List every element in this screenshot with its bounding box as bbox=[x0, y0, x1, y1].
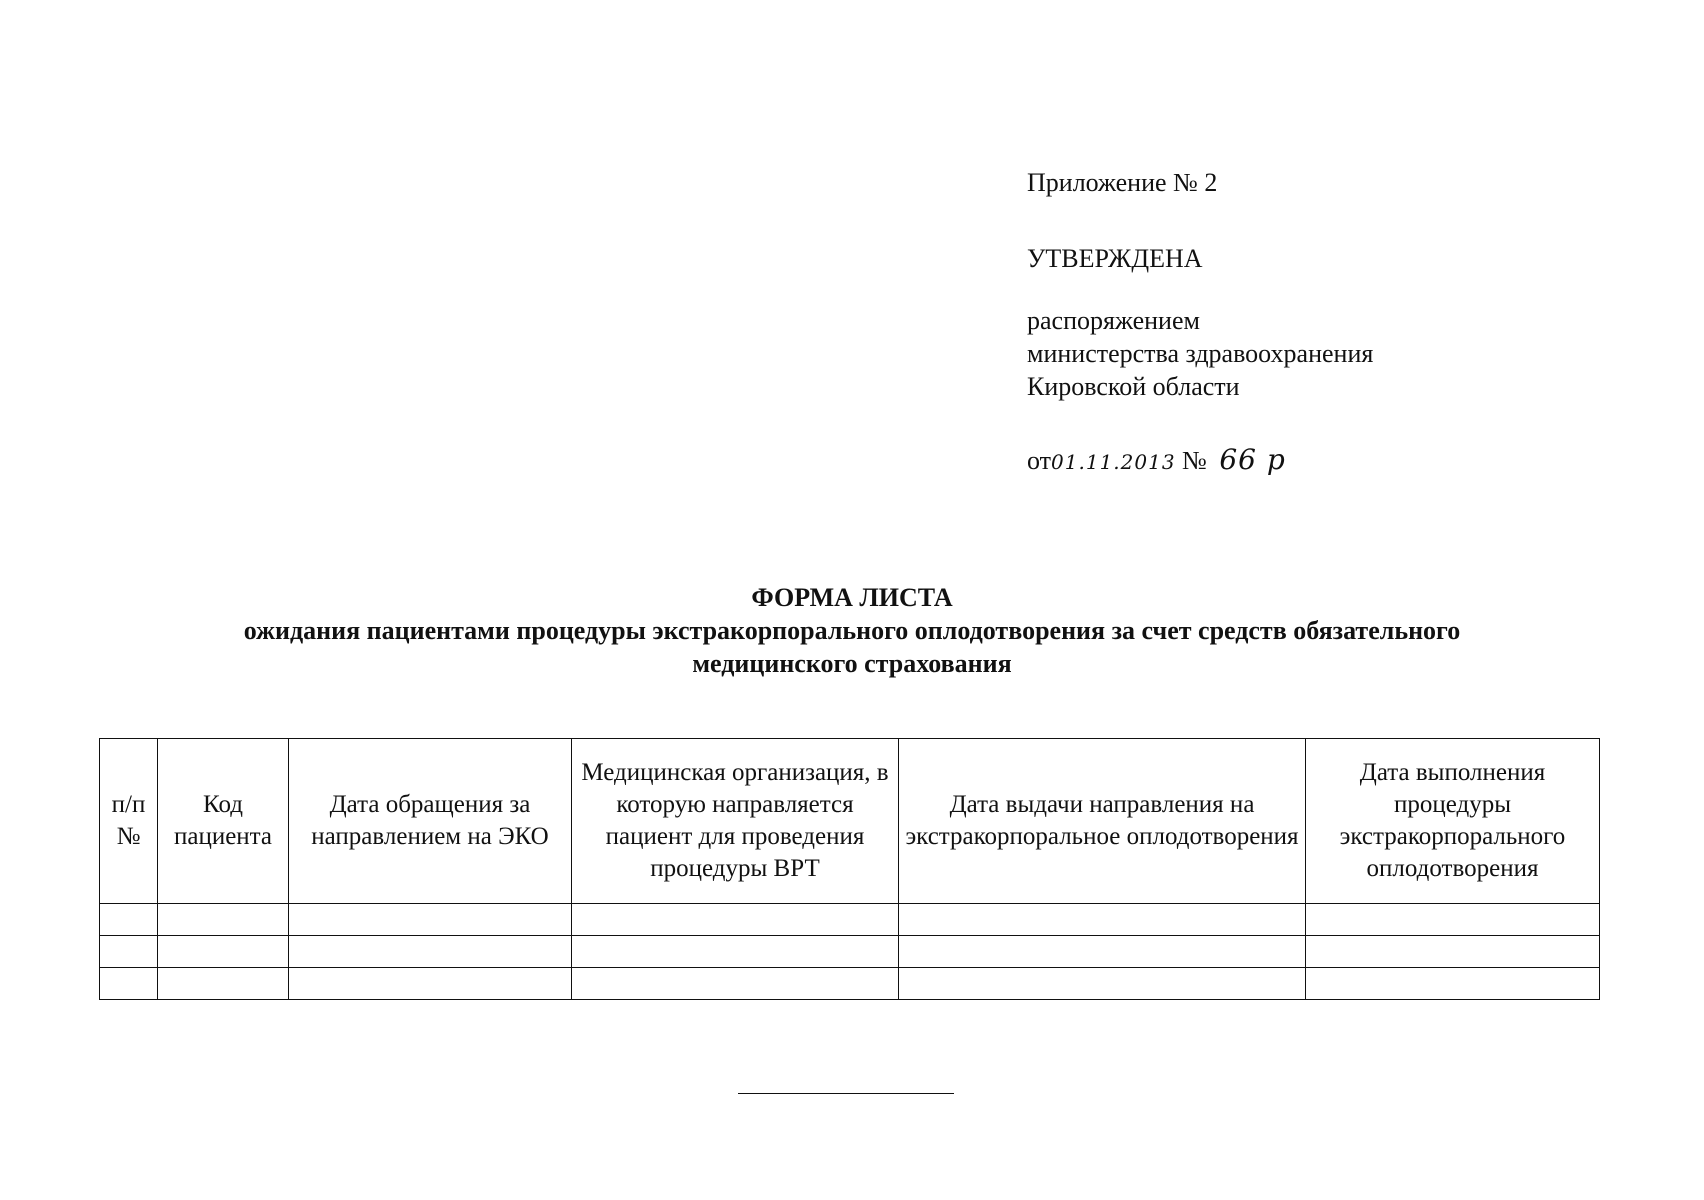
table-cell bbox=[100, 904, 158, 936]
table-cell bbox=[899, 904, 1306, 936]
column-header-patient-code: Код пациента bbox=[158, 739, 289, 904]
table-cell bbox=[1306, 968, 1600, 1000]
table-row bbox=[100, 968, 1600, 1000]
table-cell bbox=[100, 936, 158, 968]
end-divider-line bbox=[738, 1093, 954, 1094]
order-line: министерства здравоохранения bbox=[1027, 339, 1374, 368]
table-cell bbox=[899, 968, 1306, 1000]
table-cell bbox=[572, 936, 899, 968]
table-row bbox=[100, 904, 1600, 936]
approved-label: УТВЕРЖДЕНА bbox=[1027, 244, 1203, 273]
handwritten-order-number: 66 р bbox=[1219, 443, 1286, 476]
order-line: Кировской области bbox=[1027, 372, 1240, 401]
table-cell bbox=[899, 936, 1306, 968]
table-header-row bbox=[100, 739, 1600, 904]
handwritten-date: 01.11.2013 bbox=[1051, 450, 1176, 474]
table-cell bbox=[289, 968, 572, 1000]
table-cell bbox=[572, 968, 899, 1000]
order-reference bbox=[1027, 304, 1627, 403]
number-prefix: № bbox=[1175, 446, 1214, 475]
column-header-procedure-date: Дата выполнения процедуры экстракорпорального оплодотворения bbox=[1306, 739, 1600, 904]
order-date-line bbox=[1027, 443, 1627, 479]
column-header-referral-date: Дата выдачи направления на экстракорпоральное оплодотворения bbox=[899, 739, 1306, 904]
column-header-medical-organization: Медицинская организация, в которую направляется пациент для проведения процедуры ВРТ bbox=[572, 739, 899, 904]
table-cell bbox=[158, 936, 289, 968]
column-header-number: п/п № bbox=[100, 739, 158, 904]
form-subtitle: ожидания пациентами процедуры экстракорпорального оплодотворения за счет средств обязательного медицинского страхования bbox=[243, 616, 1461, 678]
table-cell bbox=[289, 936, 572, 968]
table-cell bbox=[100, 968, 158, 1000]
table-cell bbox=[1306, 936, 1600, 968]
table-row bbox=[100, 936, 1600, 968]
table-cell bbox=[158, 904, 289, 936]
waitlist-table bbox=[99, 738, 1600, 1000]
form-title: ФОРМА ЛИСТА bbox=[751, 583, 953, 612]
annex-number: Приложение № 2 bbox=[1027, 168, 1218, 197]
table-cell bbox=[1306, 904, 1600, 936]
table-cell bbox=[289, 904, 572, 936]
approval-block bbox=[1027, 166, 1627, 479]
table-cell bbox=[572, 904, 899, 936]
table-cell bbox=[158, 968, 289, 1000]
form-title-block bbox=[0, 581, 1704, 680]
column-header-request-date: Дата обращения за направлением на ЭКО bbox=[289, 739, 572, 904]
date-prefix: от bbox=[1027, 446, 1052, 475]
order-line: распоряжением bbox=[1027, 306, 1200, 335]
